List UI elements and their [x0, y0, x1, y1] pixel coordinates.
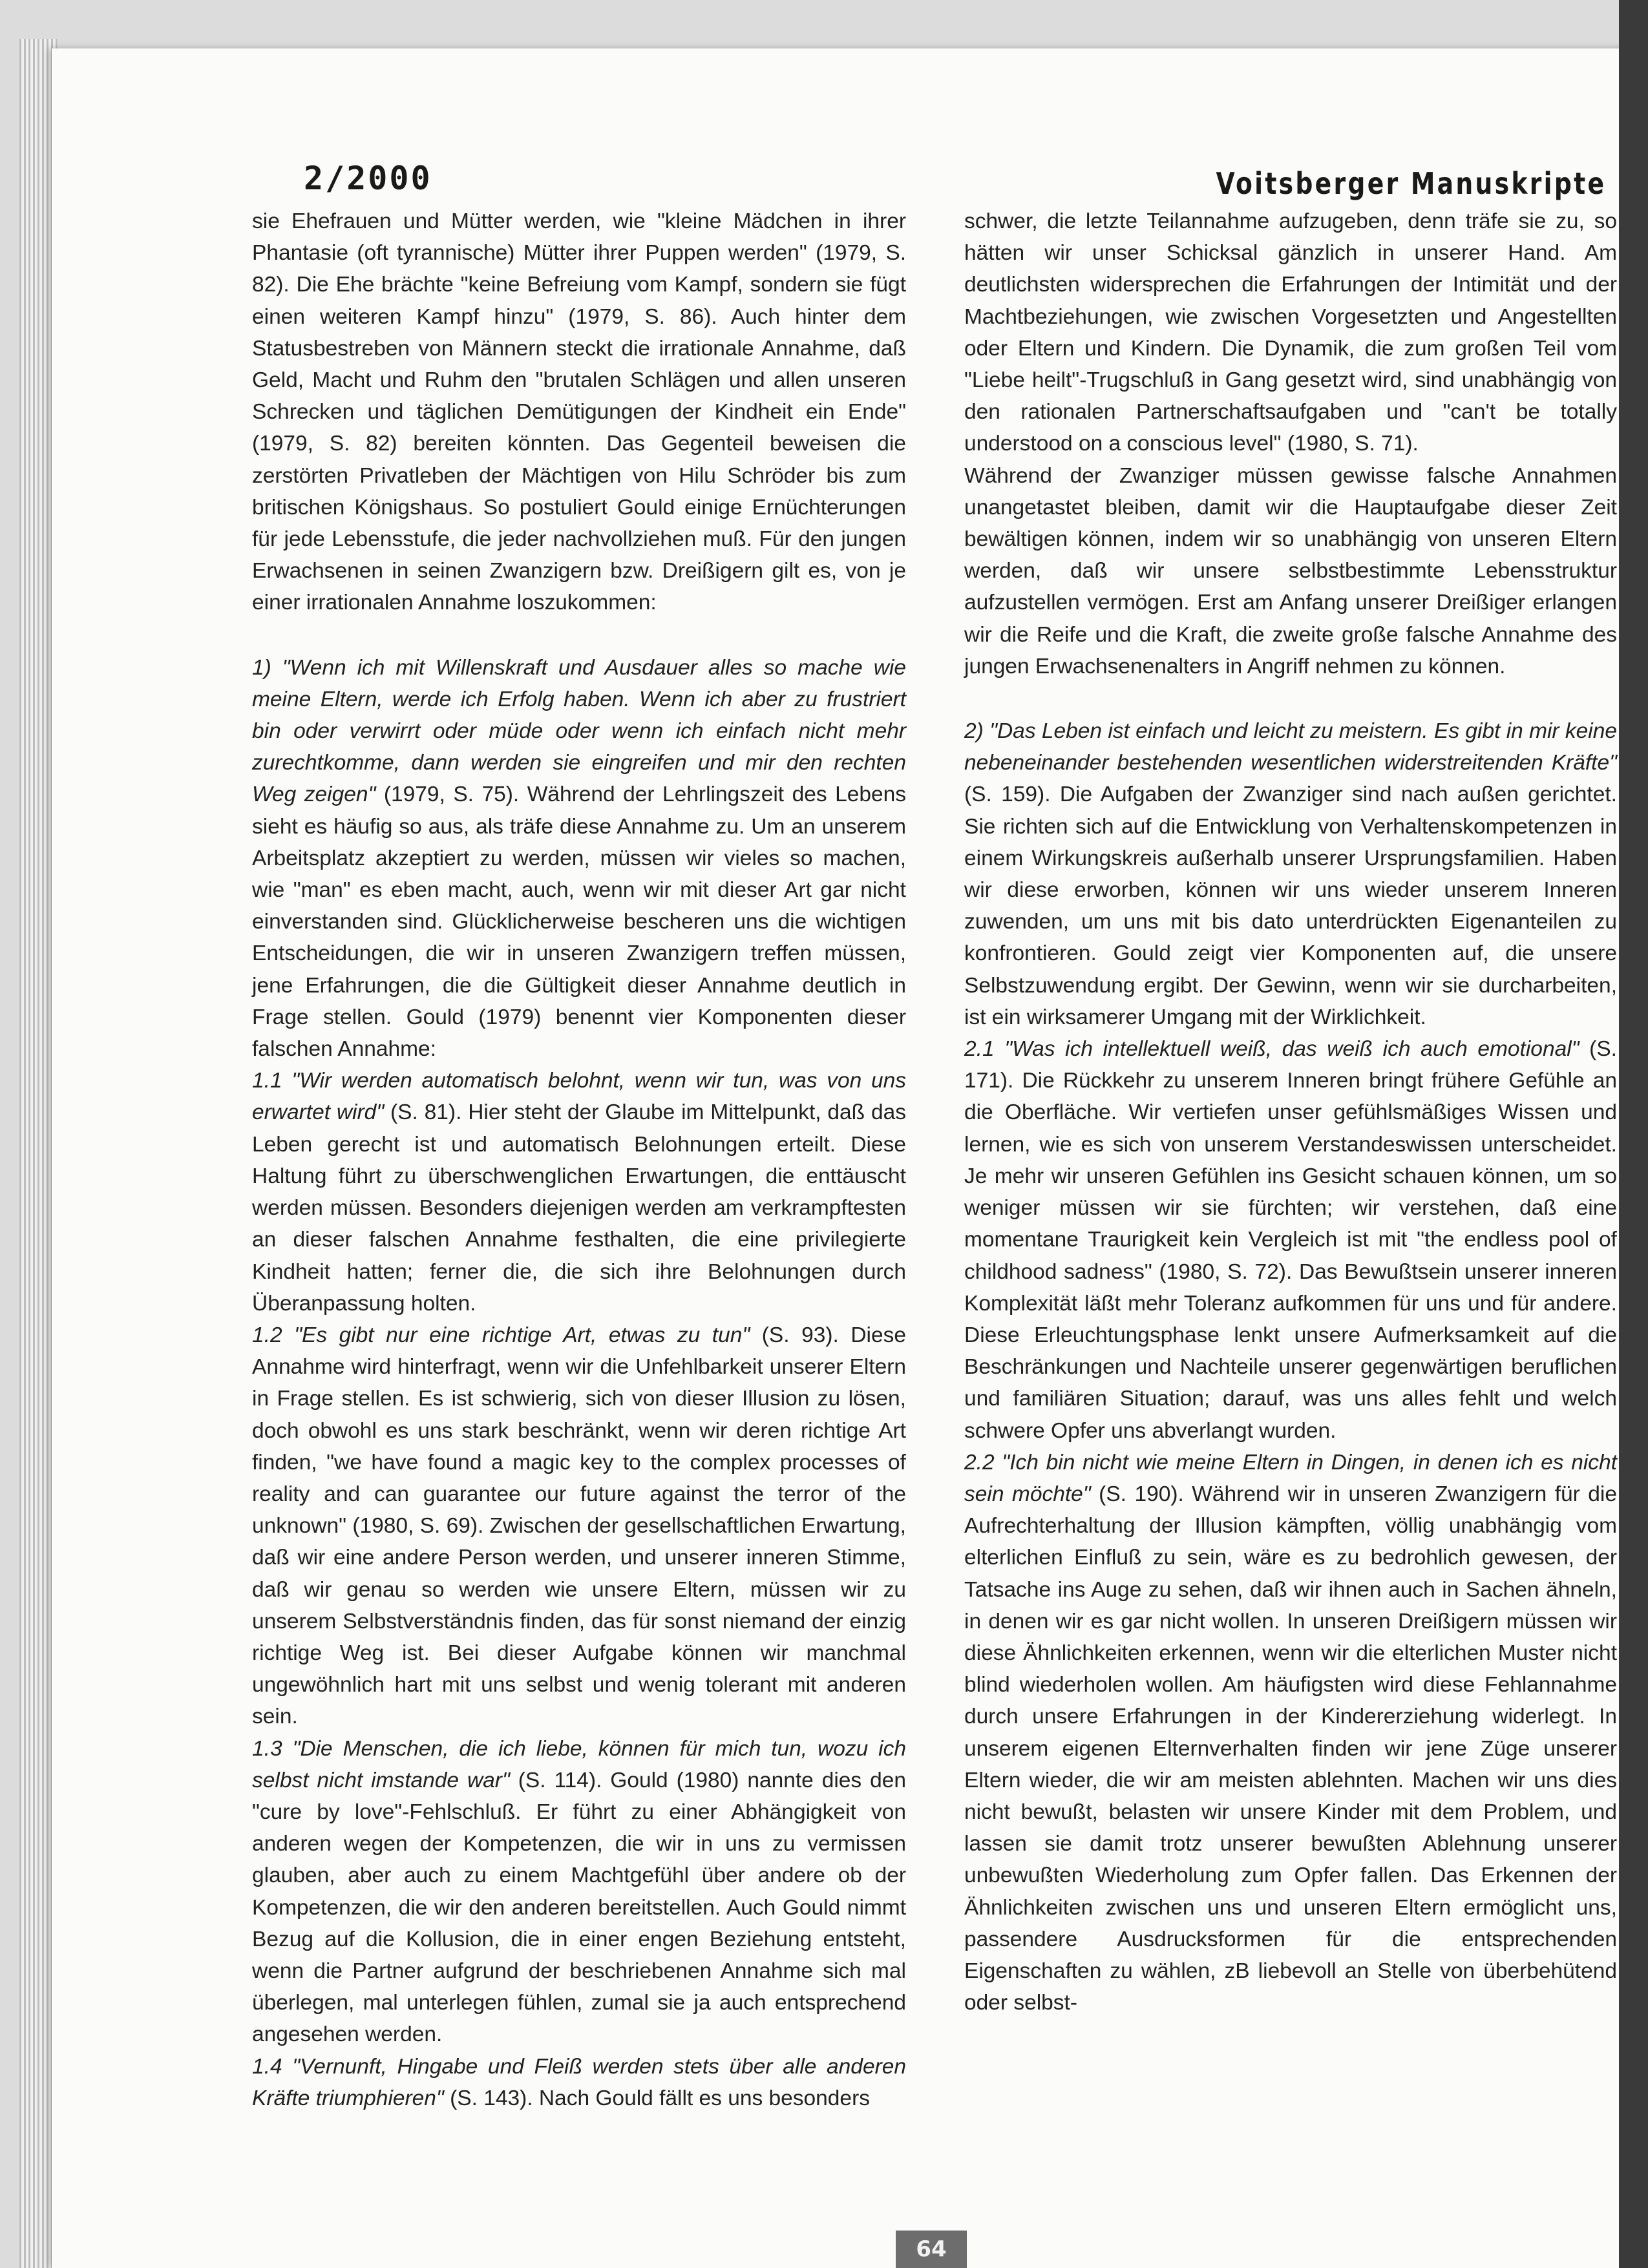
quoted-assumption: 1.2 "Es gibt nur eine richtige Art, etwas zu tun"	[252, 1323, 750, 1347]
quoted-assumption: 1) "Wenn ich mit Willenskraft und Ausdauer alles so mache wie meine Eltern, werde ich Erfolg haben. Wenn ich aber zu frustriert bin oder verwirrt oder müde oder wenn ich einfach nicht mehr zurechtkomme, dann werden sie eingreifen und mir den rechten Weg zeigen"	[252, 655, 906, 807]
paragraph	[252, 205, 906, 619]
paragraph	[252, 1319, 906, 1733]
paragraph-gap	[964, 682, 1617, 715]
paragraph-text: (1979, S. 75). Während der Lehrlingszeit des Lebens sieht es häufig so aus, als träfe diese Annahme zu. Um an unserem Arbeitsplatz akzeptiert zu werden, müssen wir vieles so machen, wie "man" es eben macht, auch, wenn wir mit dieser Art gar nicht einverstanden sind. Glücklicherweise bescheren uns die wichtigen Entscheidungen, die wir in unseren Zwanzigern treffen müssen, jene Erfahrungen, die die Gültigkeit dieser Annahme deutlich in Frage stellen. Gould (1979) benennt vier Komponenten dieser falschen Annahme:	[252, 782, 906, 1062]
scan-right-edge	[1619, 0, 1648, 2268]
paragraph-text: Während der Zwanziger müssen gewisse falsche Annahmen unangetastet bleiben, damit wir die Hauptaufgabe dieser Zeit bewältigen können, indem wir so unabhängig von unseren Eltern werden, daß wir unsere selbstbestimmte Lebensstruktur aufzustellen vermögen. Erst am Anfang unserer Dreißiger erlangen wir die Reife und die Kraft, die zweite große falsche Annahme des jungen Erwachsenenalters in Angriff nehmen zu können.	[964, 463, 1617, 678]
paragraph-text: sie Ehefrauen und Mütter werden, wie "kleine Mädchen in ihrer Phantasie (oft tyrannische) Mütter ihrer Puppen werden" (1979, S. 82). Die Ehe brächte "keine Befreiung vom Kampf, sondern sie fügt einen weiteren Kampf hinzu" (1979, S. 86). Auch hinter dem Statusbestreben von Männern steckt die irrationale Annahme, daß Geld, Macht und Ruhm den "brutalen Schlägen und allen unseren Schrecken und täglichen Demütigungen der Kindheit ein Ende" (1979, S. 82) bereiten könnten. Das Gegenteil beweisen die zerstörten Privatleben der Mächtigen von Hilu Schröder bis zum britischen Königshaus. So postuliert Gould einige Ernüchterungen für jede Lebensstufe, die jeder nachvollziehen muß. Für den jungen Erwachsenen in seinen Zwanzigern bzw. Dreißigern gilt es, von je einer irrationalen Annahme loszukommen:	[252, 209, 906, 615]
paragraph	[964, 715, 1617, 1033]
left-column	[252, 205, 906, 2114]
quoted-assumption: 2.2 "Ich bin nicht wie meine Eltern in Dingen, in denen ich es nicht sein möchte"	[964, 1450, 1617, 1506]
paragraph-text: (S. 143). Nach Gould fällt es uns besonders	[443, 2086, 870, 2110]
paragraph-gap	[252, 619, 906, 652]
right-column	[964, 205, 1617, 2019]
paragraph-text: (S. 190). Während wir in unseren Zwanzigern für die Aufrechterhaltung der Illusion kämpften, völlig unabhängig vom elterlichen Einfluß zu sein, wäre es zu bedrohlich gewesen, der Tatsache ins Auge zu sehen, daß wir ihnen auch in Sachen ähneln, in denen wir es gar nicht wollen. In unseren Dreißigern müssen wir diese Ähnlichkeiten erkennen, wenn wir die elterlichen Muster nicht blind wiederholen wollen. Am häufigsten wird diese Fehlannahme durch unsere Erfahrungen in der Kindererziehung widerlegt. In unserem eigenen Elternverhalten finden wir jene Züge unserer Eltern wieder, die wir am meisten ablehnten. Machen wir uns dies nicht bewußt, belasten wir unsere Kinder mit dem Problem, und lassen sie damit trotz unserer bewußten Ablehnung unserer unbewußten Wiederholung zum Opfer fallen. Das Erkennen der Ähnlichkeiten zwischen uns und unseren Eltern ermöglicht uns, passendere Ausdrucksformen für die entsprechenden Eigenschaften zu wählen, zB liebevoll an Stelle von überbehütend oder selbst-	[964, 1482, 1617, 2015]
quoted-assumption: 2) "Das Leben ist einfach und leicht zu meistern. Es gibt in mir keine nebeneinander bestehenden wesentlichen widerstreitenden Kräfte"	[964, 719, 1617, 775]
paragraph	[964, 460, 1617, 682]
quoted-assumption: 1.4 "Vernunft, Hingabe und Fleiß werden stets über alle anderen Kräfte triumphieren"	[252, 2054, 906, 2110]
page-number: 64	[896, 2231, 967, 2268]
paragraph-text: (S. 81). Hier steht der Glaube im Mittelpunkt, daß das Leben gerecht ist und automatisch Belohnungen erteilt. Diese Haltung führt zu überschwenglichen Erwartungen, die enttäuscht werden müssen. Besonders diejenigen werden am verkrampftesten an dieser falschen Annahme festhalten, die eine privilegierte Kindheit hatten; ferner die, die sich ihre Belohnungen durch Überanpassung holten.	[252, 1100, 906, 1316]
quoted-assumption: 1.1 "Wir werden automatisch belohnt, wenn wir tun, was von uns erwartet wird"	[252, 1069, 906, 1125]
paragraph-text: (S. 159). Die Aufgaben der Zwanziger sind nach außen gerichtet. Sie richten sich auf die Entwicklung von Verhaltenskompetenzen in einem Wirkungskreis außerhalb unserer Ursprungsfamilien. Haben wir diese erworben, können wir uns wieder unserem Inneren zuwenden, um uns mit bis dato unterdrückten Eigenanteilen zu konfrontieren. Gould zeigt vier Komponenten auf, die unsere Selbstzuwendung ergibt. Der Gewinn, wenn wir sie durcharbeiten, ist ein wirksamerer Umgang mit der Wirklichkeit.	[964, 782, 1617, 1029]
paragraph-text: (S. 93). Diese Annahme wird hinterfragt, wenn wir die Unfehlbarkeit unserer Eltern in Frage stellen. Es ist schwierig, sich von dieser Illusion zu lösen, doch obwohl es uns stark beschränkt, wenn wir deren richtige Art finden, "we have found a magic key to the complex processes of reality and can guarantee our future against the terror of the unknown" (1980, S. 69). Zwischen der gesellschaftlichen Erwartung, daß wir eine andere Person werden, und unserer inneren Stimme, daß wir genau so werden wie unsere Eltern, müssen wir zu unserem Selbstverständnis finden, das für sonst niemand der einzig richtige Weg ist. Bei dieser Aufgabe können wir manchmal ungewöhnlich hart mit uns selbst und wenig tolerant mit anderen sein.	[252, 1323, 906, 1729]
paragraph	[252, 2051, 906, 2114]
paragraph-text: schwer, die letzte Teilannahme aufzugeben, denn träfe sie zu, so hätten wir unser Schicksal gänzlich in unserer Hand. Am deutlichsten widersprechen die Erfahrungen der Intimität und der Machtbeziehungen, wie zwischen Vorgesetzten und Angestellten oder Eltern und Kindern. Die Dynamik, die zum großen Teil vom "Liebe heilt"-Trugschluß in Gang gesetzt wird, sind unabhängig von den rationalen Partnerschaftsaufgaben und "can't be totally understood on a conscious level" (1980, S. 71).	[964, 209, 1617, 456]
paragraph	[252, 1733, 906, 2051]
paragraph	[252, 652, 906, 1066]
quoted-assumption: 1.3 "Die Menschen, die ich liebe, können für mich tun, wozu ich selbst nicht imstande war"	[252, 1736, 906, 1792]
paragraph	[252, 1065, 906, 1319]
paragraph	[964, 205, 1617, 460]
paragraph	[964, 1033, 1617, 1447]
paragraph	[964, 1447, 1617, 2019]
journal-title: Voitsberger Manuskripte	[1216, 166, 1606, 201]
paragraph-text: (S. 114). Gould (1980) nannte dies den "cure by love"-Fehlschluß. Er führt zu einer Abhängigkeit von anderen wegen der Kompetenzen, die wir in uns zu vermissen glauben, aber auch zu einem Machtgefühl über andere ob der Kompetenzen, die wir den anderen bereitstellen. Auch Gould nimmt Bezug auf die Kollusion, die in einer engen Beziehung entsteht, wenn die Partner aufgrund der beschriebenen Annahme sich mal überlegen, mal unterlegen fühlen, zumal sie ja auch entsprechend angesehen werden.	[252, 1768, 907, 2047]
quoted-assumption: 2.1 "Was ich intellektuell weiß, das weiß ich auch emotional"	[964, 1037, 1579, 1062]
issue-number: 2/2000	[304, 160, 432, 197]
paragraph-text: (S. 171). Die Rückkehr zu unserem Inneren bringt frühere Gefühle an die Oberfläche. Wir vertiefen unser gefühlsmäßiges Wissen und lernen, wie es sich von unserem Verstandeswissen unterscheidet. Je mehr wir unseren Gefühlen ins Gesicht schauen können, um so weniger müssen wir sie fürchten; wir verstehen, daß eine momentane Traurigkeit kein Vergleich ist mit "the endless pool of childhood sadness" (1980, S. 72). Das Bewußtsein unserer inneren Komplexität läßt mehr Toleranz aufkommen für uns und für andere. Diese Erleuchtungsphase lenkt unsere Aufmerksamkeit auf die Beschränkungen und Nachteile unserer gegenwärtigen beruflichen und familiären Situation; darauf, was uns alles fehlt und welch schwere Opfer uns abverlangt wurden.	[964, 1037, 1617, 1443]
